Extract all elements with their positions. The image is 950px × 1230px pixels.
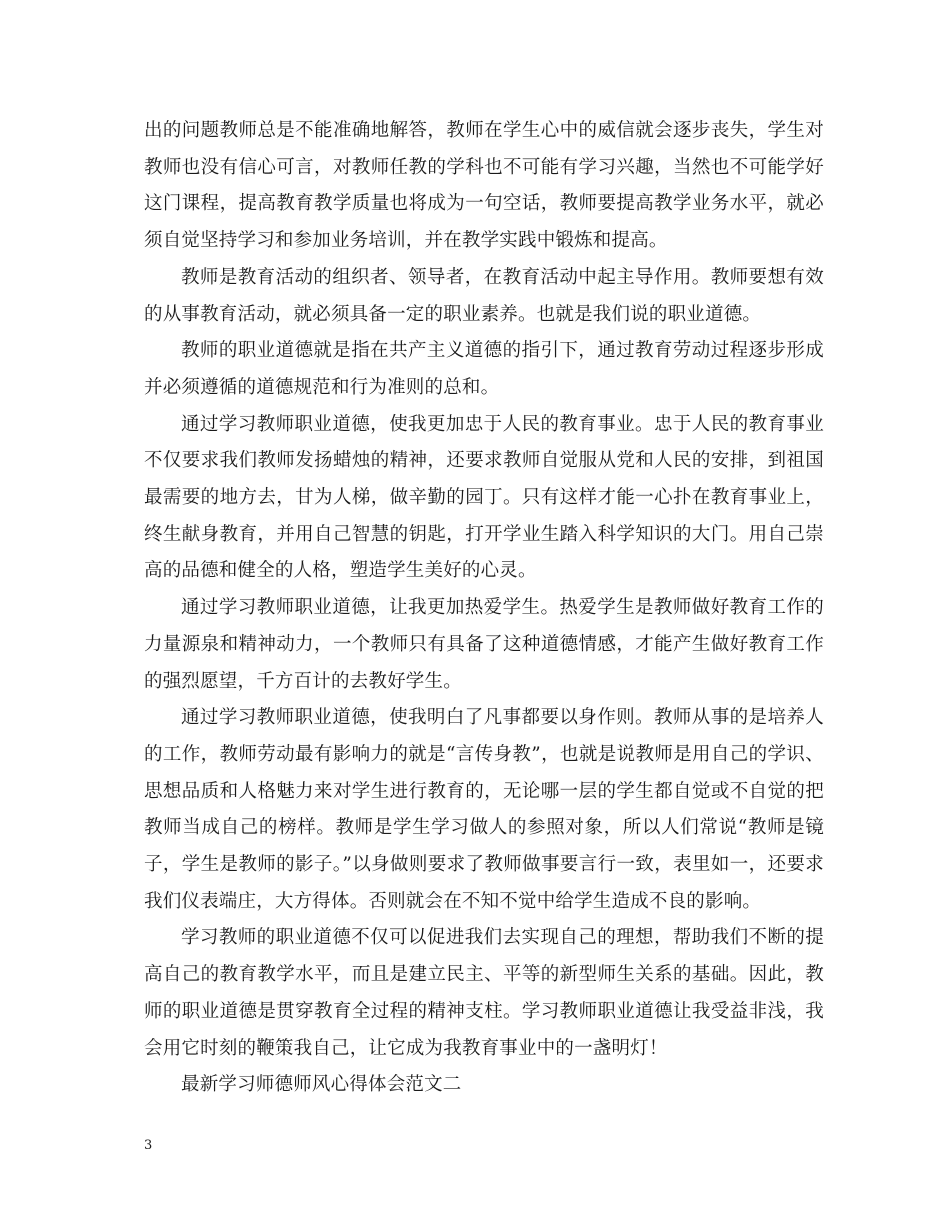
section-heading: 最新学习师德师风心得体会范文二 [181,1074,462,1096]
paragraph-4: 通过学习教师职业道德，使我更加忠于人民的教育事业。忠于人民的教育事业不仅要求我们教师发扬蜡烛的精神，还要求教师自觉服从党和人民的安排，到祖国最需要的地方去，甘为人梯，做辛勤的园丁。只有这样才能一心扑在教育事业上，终生献身教育，并用自己智慧的钥匙，打开学业生踏入科学知识的大门。用自己崇高的品德和健全的人格，塑造学生美好的心灵。 [144,413,824,582]
page-number: 3 [144,1138,153,1153]
paragraph-1: 出的问题教师总是不能准确地解答，教师在学生心中的威信就会逐步丧失，学生对教师也没有信心可言，对教师任教的学科也不可能有学习兴趣，当然也不可能学好这门课程，提高教育教学质量也将成为一句空话，教师要提高教学业务水平，就必须自觉坚持学习和参加业务培训，并在教学实践中锻炼和提高。 [144,120,824,252]
paragraph-2: 教师是教育活动的组织者、领导者，在教育活动中起主导作用。教师要想有效的从事教育活动，就必须具备一定的职业素养。也就是我们说的职业道德。 [144,266,824,325]
paragraph-6: 通过学习教师职业道德，使我明白了凡事都要以身作则。教师从事的是培养人的工作，教师劳动最有影响力的就是“言传身教”，也就是说教师是用自己的学识、思想品质和人格魅力来对学生进行教育的，无论哪一层的学生都自觉或不自觉的把教师当成自己的榜样。教师是学生学习做人的参照对象，所以人们常说“教师是镜子，学生是教师的影子。”以身做则要求了教师做事要言行一致，表里如一，还要求我们仪表端庄，大方得体。否则就会在不知不觉中给学生造成不良的影响。 [144,707,824,912]
paragraph-3: 教师的职业道德就是指在共产主义道德的指引下，通过教育劳动过程逐步形成并必须遵循的道德规范和行为准则的总和。 [144,340,824,398]
body-text [144,113,824,1104]
paragraph-7: 学习教师的职业道德不仅可以促进我们去实现自己的理想，帮助我们不断的提高自己的教育教学水平，而且是建立民主、平等的新型师生关系的基础。因此，教师的职业道德是贯穿教育全过程的精神支柱。学习教师职业道德让我受益非浅，我会用它时刻的鞭策我自己，让它成为我教育事业中的一盏明灯！ [144,927,824,1059]
paragraph-5: 通过学习教师职业道德，让我更加热爱学生。热爱学生是教师做好教育工作的力量源泉和精神动力，一个教师只有具备了这种道德情感，才能产生做好教育工作的强烈愿望，千方百计的去教好学生。 [144,597,824,692]
